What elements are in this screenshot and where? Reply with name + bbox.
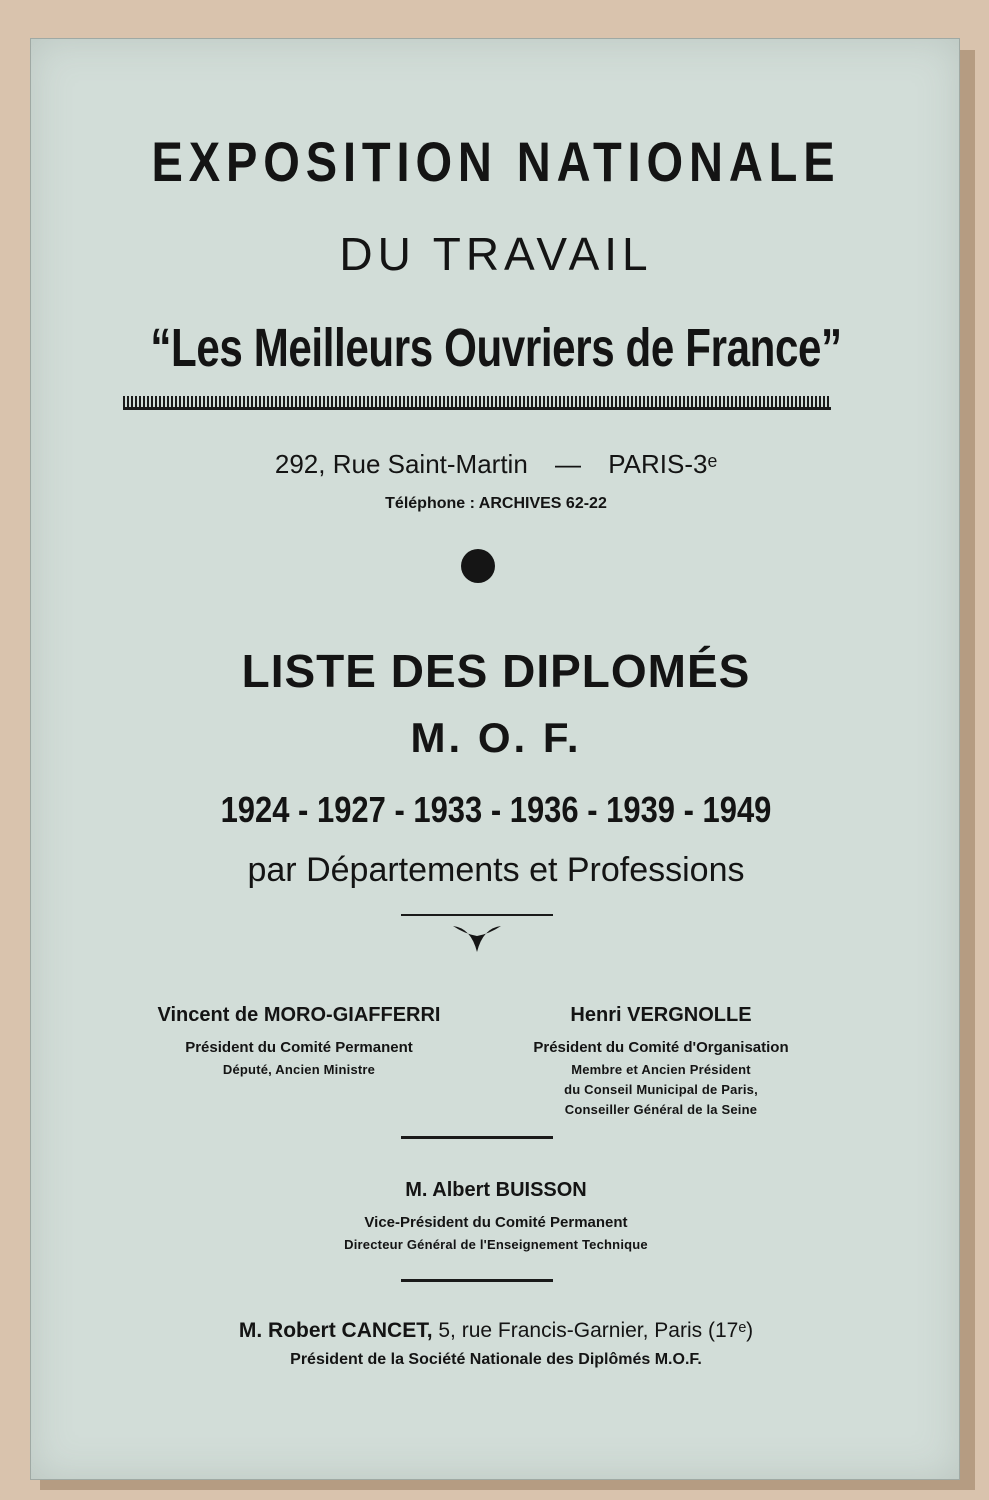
- title-line-2: DU TRAVAIL: [339, 228, 653, 280]
- officer-bottom: [71, 1319, 921, 1369]
- divider-rule-2: [401, 1279, 553, 1282]
- officer-left: [119, 1004, 479, 1082]
- divider-rule-1: [401, 1136, 553, 1139]
- officer-left-detail: Député, Ancien Ministre: [222, 1062, 376, 1077]
- arrowhead-ornament: [401, 914, 553, 954]
- subtitle-line: par Départements et Professions: [247, 851, 745, 889]
- address-street: 292, Rue Saint-Martin: [274, 449, 528, 479]
- address-line: [31, 449, 961, 480]
- officer-bottom-heading: [71, 1319, 921, 1343]
- officer-left-role: Président du Comité Permanent: [185, 1039, 413, 1056]
- officer-right-detail-2: du Conseil Municipal de Paris,: [564, 1082, 758, 1097]
- address-city: PARIS-3ᵉ: [608, 449, 718, 479]
- address-separator: —: [555, 449, 582, 479]
- officer-right-detail-1: Membre et Ancien Président: [571, 1062, 751, 1077]
- officer-right: [501, 1004, 821, 1122]
- officer-right-role: Président du Comité d'Organisation: [533, 1039, 789, 1056]
- officer-right-name: Henri VERGNOLLE: [570, 1004, 752, 1026]
- officer-middle-role: Vice-Président du Comité Permanent: [364, 1214, 628, 1231]
- heading-line-2: M. O. F.: [410, 714, 582, 761]
- hatched-rule: [123, 396, 831, 410]
- officer-middle: [271, 1179, 721, 1257]
- years-line: 1924 - 1927 - 1933 - 1936 - 1939 - 1949: [220, 789, 772, 830]
- title-line-1: EXPOSITION NATIONALE: [151, 130, 841, 193]
- officer-bottom-name: M. Robert CANCET,: [238, 1319, 433, 1342]
- booklet-cover: [30, 38, 960, 1480]
- officer-left-name: Vincent de MORO-GIAFFERRI: [157, 1004, 441, 1026]
- officer-bottom-address: 5, rue Francis-Garnier, Paris (17ᵉ): [432, 1319, 754, 1342]
- bullet-dot-ornament: [461, 549, 495, 583]
- heading-line-1: LISTE DES DIPLOMÉS: [241, 645, 751, 697]
- officer-middle-detail: Directeur Général de l'Enseignement Technique: [344, 1237, 648, 1252]
- officer-right-detail-3: Conseiller Général de la Seine: [564, 1102, 758, 1117]
- telephone-line: Téléphone : ARCHIVES 62-22: [385, 495, 607, 512]
- officer-bottom-role: Président de la Société Nationale des Diplômés M.O.F.: [290, 1351, 702, 1368]
- title-line-3: “Les Meilleurs Ouvriers de France”: [150, 318, 842, 378]
- officer-middle-name: M. Albert BUISSON: [405, 1179, 587, 1201]
